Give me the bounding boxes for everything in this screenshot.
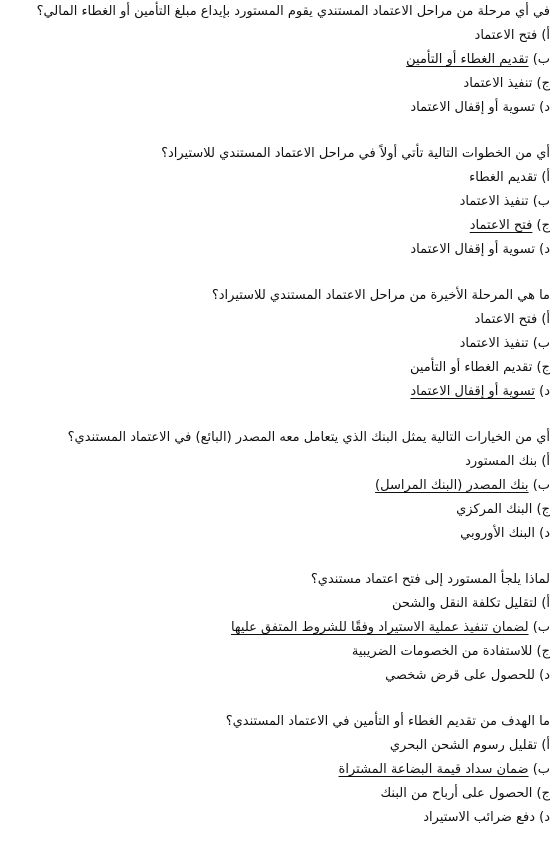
option-item-correct bbox=[0, 380, 550, 404]
option-text: تقليل رسوم الشحن البحري bbox=[389, 738, 538, 753]
option-item bbox=[0, 332, 550, 356]
option-letter: د) bbox=[539, 384, 550, 399]
option-item bbox=[0, 190, 550, 214]
option-item bbox=[0, 238, 550, 262]
option-text: الحصول على أرباح من البنك bbox=[380, 786, 533, 801]
question-text: ما الهدف من تقديم الغطاء أو التأمين في الاعتماد المستندي؟ bbox=[225, 714, 550, 729]
question-text: أي من الخطوات التالية تأتي أولاً في مراحل الاعتماد المستندي للاستيراد؟ bbox=[161, 146, 550, 161]
option-item bbox=[0, 498, 550, 522]
question-block bbox=[0, 142, 550, 262]
option-letter: ب) bbox=[532, 336, 550, 351]
option-item-correct bbox=[0, 616, 550, 640]
option-text: لضمان تنفيذ عملية الاستيراد وفقًا للشروط المتفق عليها bbox=[230, 620, 529, 635]
option-letter: د) bbox=[539, 526, 550, 541]
option-letter: أ) bbox=[541, 596, 550, 611]
question-text: ما هي المرحلة الأخيرة من مراحل الاعتماد المستندي للاستيراد؟ bbox=[211, 288, 550, 303]
option-letter: ب) bbox=[532, 762, 550, 777]
question-text: في أي مرحلة من مراحل الاعتماد المستندي يقوم المستورد بإيداع مبلغ التأمين أو الغطاء المالي؟ bbox=[36, 4, 550, 19]
option-text: تسوية أو إقفال الاعتماد bbox=[410, 242, 535, 257]
option-text: لتقليل تكلفة النقل والشحن bbox=[391, 596, 538, 611]
option-item bbox=[0, 806, 550, 830]
option-text: تقديم الغطاء أو التأمين bbox=[409, 360, 533, 375]
option-text: بنك المستورد bbox=[465, 454, 538, 469]
option-letter: ب) bbox=[532, 52, 550, 67]
option-item bbox=[0, 522, 550, 546]
option-text: بنك المصدر (البنك المراسل) bbox=[375, 478, 529, 493]
question-block bbox=[0, 426, 550, 546]
option-letter: أ) bbox=[541, 738, 550, 753]
option-letter: أ) bbox=[541, 312, 550, 327]
option-item-correct bbox=[0, 214, 550, 238]
option-letter: ب) bbox=[532, 478, 550, 493]
option-item bbox=[0, 782, 550, 806]
question-text: لماذا يلجأ المستورد إلى فتح اعتماد مستندي؟ bbox=[310, 572, 550, 587]
option-letter: ج) bbox=[536, 644, 550, 659]
option-letter: ب) bbox=[532, 620, 550, 635]
option-text: للاستفادة من الخصومات الضريبية bbox=[351, 644, 533, 659]
option-letter: د) bbox=[539, 668, 550, 683]
question-block bbox=[0, 568, 550, 688]
option-item bbox=[0, 24, 550, 48]
question-block bbox=[0, 0, 550, 120]
question-block bbox=[0, 710, 550, 830]
option-text: تقديم الغطاء bbox=[469, 170, 538, 185]
option-item bbox=[0, 72, 550, 96]
option-letter: ج) bbox=[536, 502, 550, 517]
option-letter: ج) bbox=[536, 218, 550, 233]
option-item bbox=[0, 308, 550, 332]
option-text: ضمان سداد قيمة البضاعة المشتراة bbox=[338, 762, 529, 777]
option-text: تنفيذ الاعتماد bbox=[459, 336, 529, 351]
option-item bbox=[0, 356, 550, 380]
option-text: دفع ضرائب الاستيراد bbox=[423, 810, 535, 825]
option-letter: د) bbox=[539, 242, 550, 257]
option-item bbox=[0, 664, 550, 688]
option-item bbox=[0, 450, 550, 474]
option-letter: أ) bbox=[541, 28, 550, 43]
option-item-correct bbox=[0, 474, 550, 498]
option-text: فتح الاعتماد bbox=[474, 28, 538, 43]
option-item bbox=[0, 166, 550, 190]
option-text: البنك الأوروبي bbox=[460, 526, 535, 541]
option-text: تسوية أو إقفال الاعتماد bbox=[410, 100, 535, 115]
option-letter: د) bbox=[539, 100, 550, 115]
option-text: فتح الاعتماد bbox=[469, 218, 533, 233]
option-item-correct bbox=[0, 758, 550, 782]
option-item bbox=[0, 96, 550, 120]
option-letter: أ) bbox=[541, 170, 550, 185]
question-block bbox=[0, 284, 550, 404]
option-letter: ب) bbox=[532, 194, 550, 209]
option-letter: ج) bbox=[536, 360, 550, 375]
option-item bbox=[0, 640, 550, 664]
question-text: أي من الخيارات التالية يمثل البنك الذي يتعامل معه المصدر (البائع) في الاعتماد المستندي؟ bbox=[67, 430, 550, 445]
option-letter: د) bbox=[539, 810, 550, 825]
option-letter: ج) bbox=[536, 786, 550, 801]
option-text: فتح الاعتماد bbox=[474, 312, 538, 327]
option-text: تنفيذ الاعتماد bbox=[463, 76, 533, 91]
option-text: تنفيذ الاعتماد bbox=[459, 194, 529, 209]
option-item bbox=[0, 592, 550, 616]
option-letter: أ) bbox=[541, 454, 550, 469]
option-letter: ج) bbox=[536, 76, 550, 91]
option-text: البنك المركزي bbox=[456, 502, 533, 517]
option-text: تقديم الغطاء أو التأمين bbox=[406, 52, 529, 67]
option-item-correct bbox=[0, 48, 550, 72]
option-item bbox=[0, 734, 550, 758]
option-text: للحصول على قرض شخصي bbox=[385, 668, 535, 683]
option-text: تسوية أو إقفال الاعتماد bbox=[410, 384, 535, 399]
